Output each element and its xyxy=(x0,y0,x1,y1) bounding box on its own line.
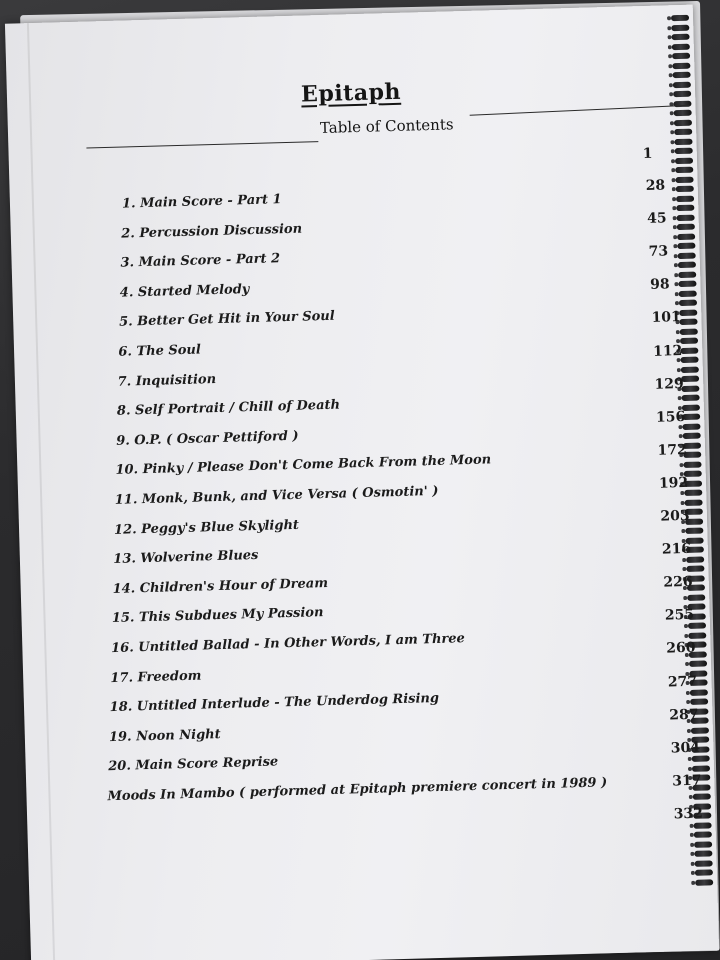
toc-entry-page-number: 112 xyxy=(652,342,683,360)
toc-entry-title: 1. Main Score - Part 1 xyxy=(121,192,282,212)
toc-entry-title: 5. Better Get Hit in Your Soul xyxy=(118,309,335,331)
toc-entry-title: 3. Main Score - Part 2 xyxy=(120,251,281,271)
toc-entry-page-number: 156 xyxy=(655,408,686,426)
toc-entry-title: 13. Wolverine Blues xyxy=(113,548,259,568)
toc-entry-page-number: 260 xyxy=(666,640,696,657)
toc-list xyxy=(5,5,719,960)
toc-entry-page-number: 73 xyxy=(648,243,669,261)
toc-entry-page-number: 28 xyxy=(645,177,666,194)
toc-entry-title: 16. Untitled Ballad - In Other Words, I am Three xyxy=(110,631,466,657)
toc-entry-title: 19. Noon Night xyxy=(108,726,221,745)
toc-entry-title: 9. O.P. ( Oscar Pettiford ) xyxy=(116,428,299,449)
toc-entry-title: 6. The Soul xyxy=(118,342,202,360)
toc-first-page-number: 1 xyxy=(642,145,653,163)
toc-entry-title: 10. Pinky / Please Don't Come Back From the Moon xyxy=(115,452,492,479)
toc-entry-page-number: 192 xyxy=(658,474,689,492)
toc-heading: Table of Contents xyxy=(319,115,454,138)
toc-entry-title: 14. Children's Hour of Dream xyxy=(112,575,329,597)
toc-entry-title: 8. Self Portrait / Chill of Death xyxy=(116,397,341,419)
toc-entry-title: 11. Monk, Bunk, and Vice Versa ( Osmotin' ) xyxy=(114,483,439,508)
toc-entry-page-number: 216 xyxy=(661,540,692,558)
toc-entry-page-number: 45 xyxy=(646,210,667,228)
toc-entry-page-number: 317 xyxy=(672,772,702,790)
toc-entry-title: 20. Main Score Reprise xyxy=(108,754,279,775)
toc-entry-title: 7. Inquisition xyxy=(117,371,217,390)
toc-entry-page-number: 304 xyxy=(670,739,701,757)
toc-entry-title: 17. Freedom xyxy=(110,668,202,686)
toc-entry-title: 2. Percussion Discussion xyxy=(121,221,303,242)
toc-entry-page-number: 277 xyxy=(667,673,698,691)
toc-entry-title: 18. Untitled Interlude - The Underdog Rising xyxy=(109,691,440,716)
toc-entry-page-number: 172 xyxy=(657,441,687,459)
toc-page xyxy=(5,5,719,960)
toc-entry-page-number: 226 xyxy=(663,573,693,591)
toc-entry-page-number: 129 xyxy=(654,375,684,393)
page-title: Epitaph xyxy=(300,78,402,108)
toc-entry-title: 12. Peggy's Blue Skylight xyxy=(113,517,300,538)
toc-entry-title: 15. This Subdues My Passion xyxy=(111,605,324,627)
toc-entry-page-number: 203 xyxy=(660,507,690,525)
toc-entry-page-number: 287 xyxy=(669,706,699,724)
toc-entry-page-number: 255 xyxy=(664,607,695,624)
toc-entry-page-number: 98 xyxy=(649,276,670,294)
toc-entry-title: Moods In Mambo ( performed at Epitaph premiere concert in 1989 ) xyxy=(107,775,608,805)
toc-entry-page-number: 101 xyxy=(651,309,682,327)
toc-entry-title: 4. Started Melody xyxy=(119,281,250,301)
toc-entry-page-number: 332 xyxy=(673,805,704,823)
